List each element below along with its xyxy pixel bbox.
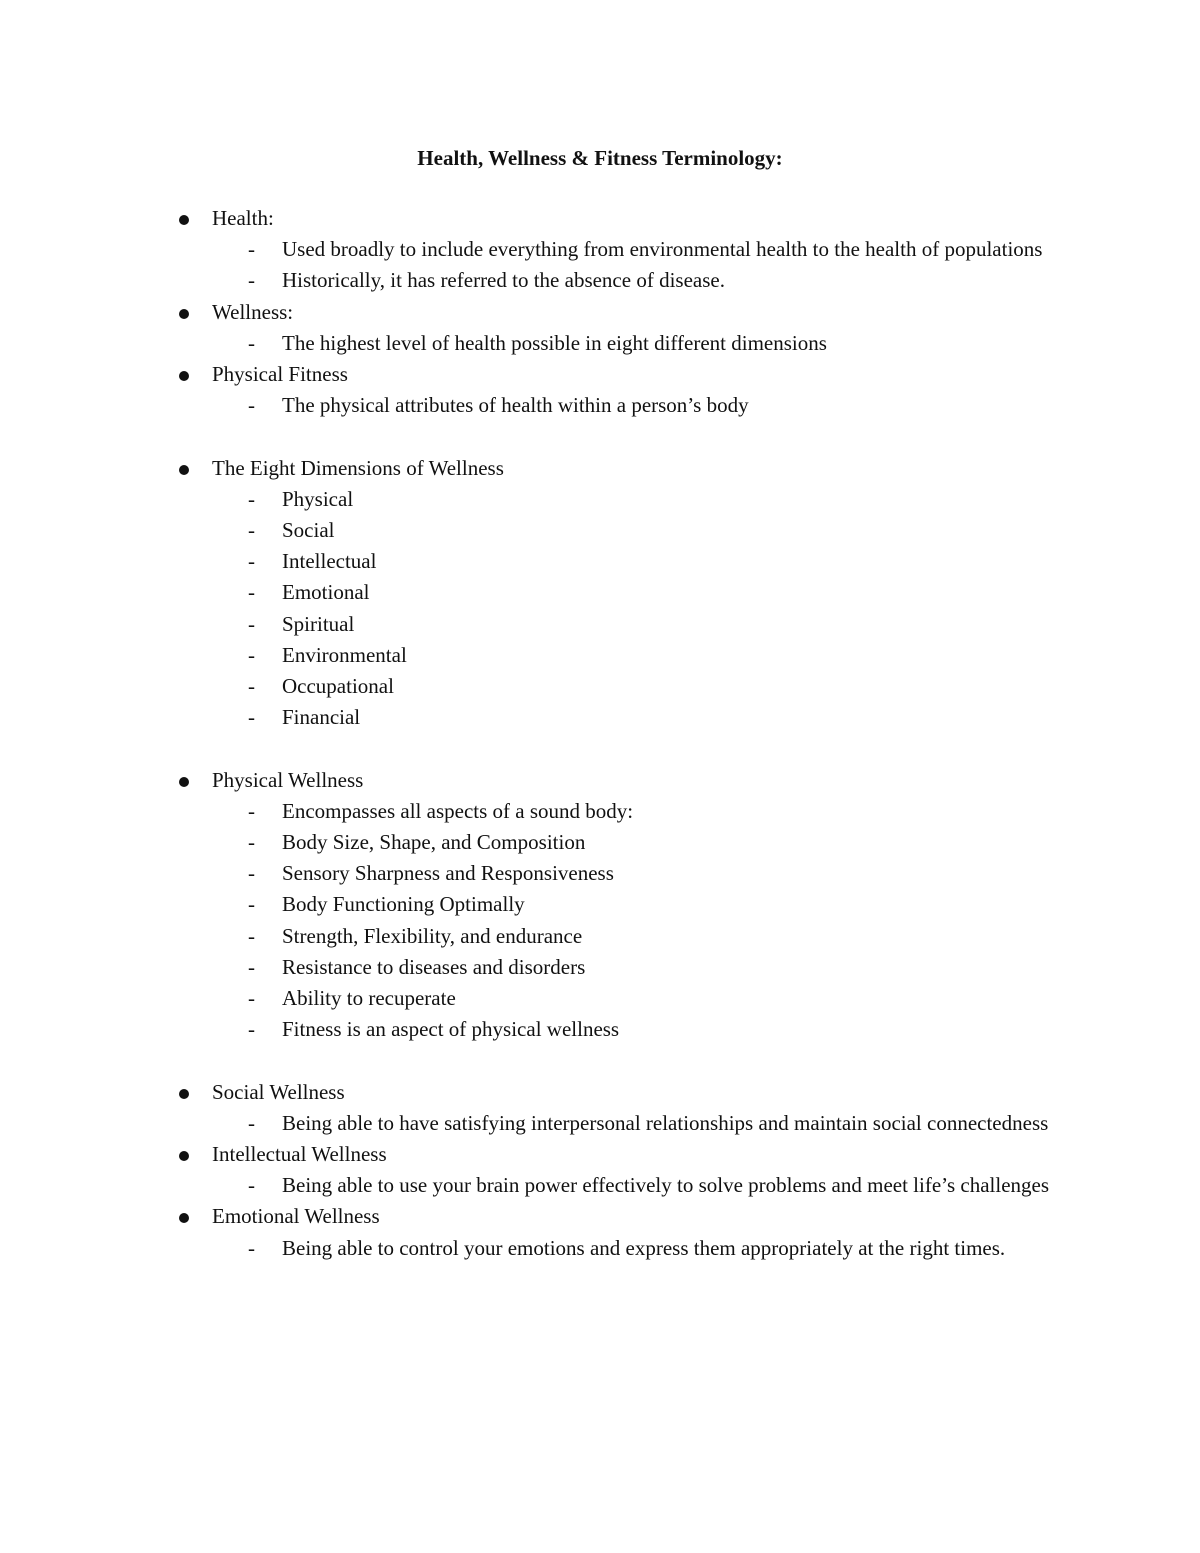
sub-item xyxy=(176,577,1056,608)
dash-icon: - xyxy=(248,330,255,355)
physical-fitness-points xyxy=(176,390,1056,421)
social-wellness-points xyxy=(176,1108,1056,1139)
bullet-icon xyxy=(179,777,189,787)
term-label: Physical Wellness xyxy=(212,767,364,792)
health-points xyxy=(176,234,1056,296)
sub-item-text: Being able to control your emotions and express them appropriately at the right times. xyxy=(282,1235,1006,1260)
bullet-icon xyxy=(179,1213,189,1223)
dash-icon: - xyxy=(248,268,255,293)
sub-item-text: The highest level of health possible in eight different dimensions xyxy=(282,330,827,355)
sub-item xyxy=(176,484,1056,515)
sub-item xyxy=(176,702,1056,733)
dash-icon: - xyxy=(248,393,255,418)
eight-dimensions-points xyxy=(176,484,1056,734)
dash-icon: - xyxy=(248,518,255,543)
sub-item-text: Encompasses all aspects of a sound body: xyxy=(282,798,634,823)
sub-item xyxy=(176,234,1056,265)
dash-icon: - xyxy=(248,861,255,886)
sub-item xyxy=(176,328,1056,359)
sub-item-text: Used broadly to include everything from environmental health to the health of populations xyxy=(282,237,1043,262)
wellness-points xyxy=(176,328,1056,359)
blank-line xyxy=(176,1045,1056,1076)
sub-item xyxy=(176,1233,1056,1264)
list-item-wellness xyxy=(176,297,1056,328)
dash-icon: - xyxy=(248,954,255,979)
list-item-emotional-wellness xyxy=(176,1201,1056,1232)
term-label: Social Wellness xyxy=(212,1079,345,1104)
dash-icon: - xyxy=(248,892,255,917)
sub-item xyxy=(176,796,1056,827)
sub-item-text: Strength, Flexibility, and endurance xyxy=(282,923,583,948)
sub-item-text: Historically, it has referred to the absence of disease. xyxy=(282,268,725,293)
sub-item-text: Body Size, Shape, and Composition xyxy=(282,830,586,855)
terminology-list xyxy=(176,203,1056,1264)
dash-icon: - xyxy=(248,923,255,948)
dash-icon: - xyxy=(248,1235,255,1260)
sub-item xyxy=(176,546,1056,577)
sub-item-text: Ability to recuperate xyxy=(282,986,456,1011)
sub-item-text: Being able to have satisfying interpersonal relationships and maintain social connectedness xyxy=(282,1110,1049,1135)
bullet-icon xyxy=(179,309,189,319)
sub-item-text: Intellectual xyxy=(282,549,377,574)
sub-item xyxy=(176,609,1056,640)
intellectual-wellness-points xyxy=(176,1170,1056,1201)
term-label: Health: xyxy=(212,206,274,230)
dash-icon: - xyxy=(248,486,255,511)
bullet-icon xyxy=(179,215,189,225)
dash-icon: - xyxy=(248,580,255,605)
dash-icon: - xyxy=(248,798,255,823)
sub-item xyxy=(176,827,1056,858)
sub-item-text: Financial xyxy=(282,705,361,730)
sub-item xyxy=(176,515,1056,546)
bullet-icon xyxy=(179,1151,189,1161)
sub-item-text: Social xyxy=(282,518,335,543)
term-label: The Eight Dimensions of Wellness xyxy=(212,455,504,480)
list-item-health xyxy=(176,203,1056,234)
sub-item-text: Spiritual xyxy=(282,611,355,636)
bullet-icon xyxy=(179,465,189,475)
term-label: Physical Fitness xyxy=(212,362,348,387)
dash-icon: - xyxy=(248,1017,255,1042)
list-item-intellectual-wellness xyxy=(176,1139,1056,1170)
bullet-icon xyxy=(179,1089,189,1099)
sub-item xyxy=(176,983,1056,1014)
sub-item-text: Occupational xyxy=(282,674,394,699)
sub-item-text: Fitness is an aspect of physical wellness xyxy=(282,1017,620,1042)
sub-item-text: Resistance to diseases and disorders xyxy=(282,954,586,979)
sub-item-text: Being able to use your brain power effectively to solve problems and meet life’s challenges xyxy=(282,1173,1050,1198)
sub-item xyxy=(176,858,1056,889)
sub-item xyxy=(176,889,1056,920)
dash-icon: - xyxy=(248,1173,255,1198)
sub-item-text: Emotional xyxy=(282,580,370,605)
term-label: Intellectual Wellness xyxy=(212,1142,387,1167)
term-label: Emotional Wellness xyxy=(212,1204,380,1229)
bullet-icon xyxy=(179,371,189,381)
sub-item xyxy=(176,1108,1056,1139)
sub-item xyxy=(176,1014,1056,1045)
blank-line xyxy=(176,421,1056,452)
dash-icon: - xyxy=(248,611,255,636)
sub-item xyxy=(176,921,1056,952)
list-item-physical-wellness xyxy=(176,765,1056,796)
dash-icon: - xyxy=(248,642,255,667)
dash-icon: - xyxy=(248,705,255,730)
sub-item xyxy=(176,1170,1056,1201)
dash-icon: - xyxy=(248,237,255,262)
sub-item-text: Physical xyxy=(282,486,354,511)
dash-icon: - xyxy=(248,986,255,1011)
list-item-physical-fitness xyxy=(176,359,1056,390)
sub-item xyxy=(176,640,1056,671)
sub-item xyxy=(176,952,1056,983)
sub-item-text: Environmental xyxy=(282,642,407,667)
list-item-eight-dimensions xyxy=(176,453,1056,484)
sub-item xyxy=(176,390,1056,421)
term-label: Wellness: xyxy=(212,299,294,324)
physical-wellness-points xyxy=(176,796,1056,1046)
blank-line xyxy=(176,733,1056,764)
sub-item-text: Body Functioning Optimally xyxy=(282,892,525,917)
sub-item-text: The physical attributes of health within a person’s body xyxy=(282,393,749,418)
sub-item-text: Sensory Sharpness and Responsiveness xyxy=(282,861,614,886)
emotional-wellness-points xyxy=(176,1233,1056,1264)
list-item-social-wellness xyxy=(176,1077,1056,1108)
sub-item xyxy=(176,671,1056,702)
dash-icon: - xyxy=(248,674,255,699)
page-title: Health, Wellness & Fitness Terminology: xyxy=(417,146,783,170)
dash-icon: - xyxy=(248,549,255,574)
sub-item xyxy=(176,265,1056,296)
dash-icon: - xyxy=(248,1110,255,1135)
dash-icon: - xyxy=(248,830,255,855)
